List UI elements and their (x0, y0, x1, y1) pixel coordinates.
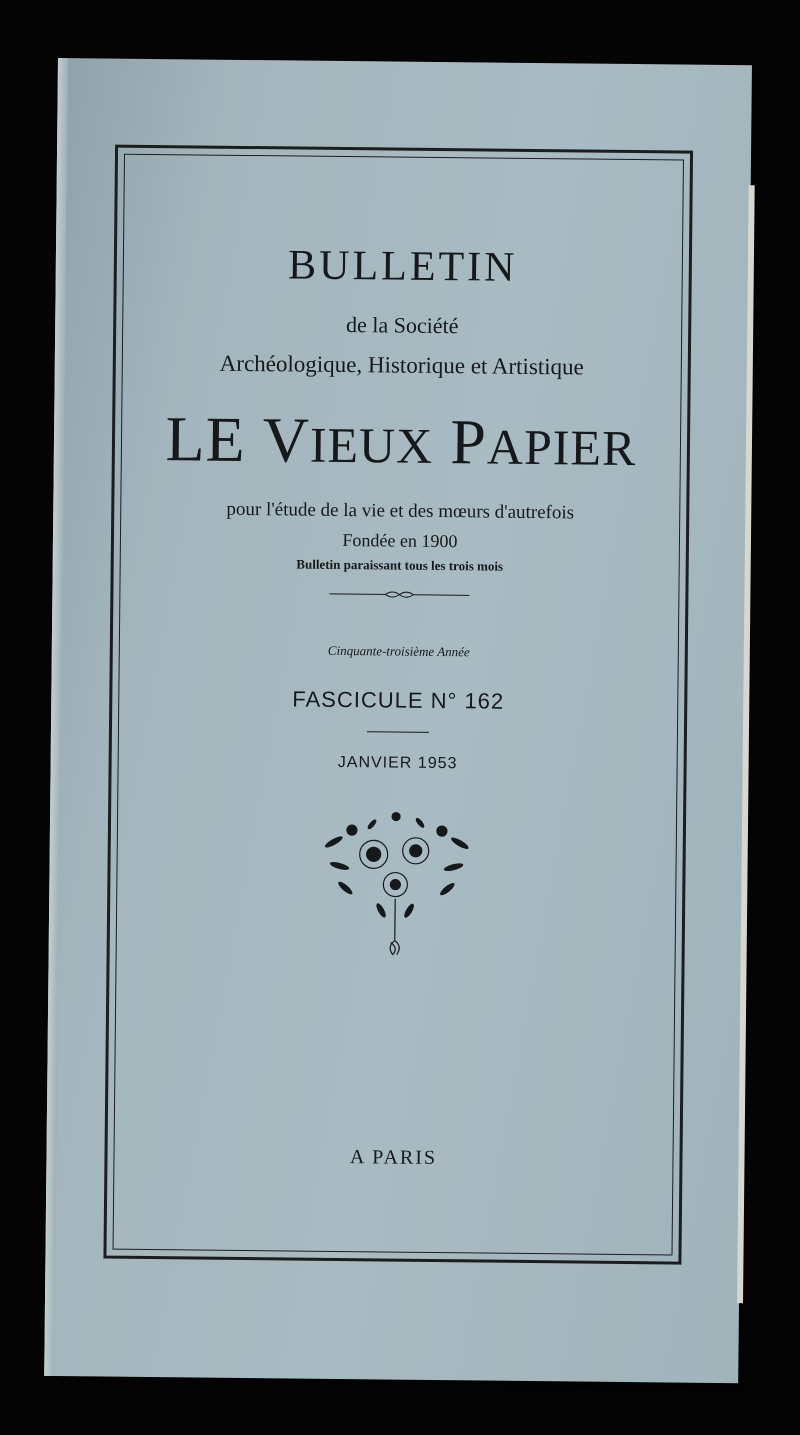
title-word-le: LE (165, 403, 247, 475)
cover-text-block (110, 148, 690, 966)
title-rest-apier: APIER (486, 418, 637, 477)
title-rest-ieux: IEUX (309, 416, 434, 474)
society-type-line: Archéologique, Historique et Artistique (219, 350, 584, 380)
founded-line: Fondée en 1900 (342, 530, 458, 552)
society-line: de la Société (345, 312, 459, 339)
decorative-rule-ornament-icon (329, 589, 469, 600)
title-initial-p: P (450, 406, 488, 478)
floral-bouquet-ornament-icon (311, 802, 483, 964)
publication-place: A PARIS (349, 1146, 438, 1170)
year-line: Cinquante-troisième Année (327, 642, 470, 660)
purpose-line: pour l'étude de la vie et des mœurs d'autrefois (226, 498, 575, 524)
page-edges (737, 185, 755, 1303)
publication-title (115, 402, 688, 482)
cover-border-frame (103, 145, 693, 1265)
bulletin-cover (44, 58, 752, 1383)
title-initial-v: V (262, 404, 311, 476)
bulletin-heading: BULLETIN (287, 242, 518, 291)
short-divider (367, 731, 429, 733)
fascicule-number: FASCICULE N° 162 (292, 686, 505, 714)
frequency-line: Bulletin paraissant tous les trois mois (296, 556, 504, 574)
cover-spine-edge (44, 58, 68, 1376)
issue-date: JANVIER 1953 (337, 753, 458, 773)
